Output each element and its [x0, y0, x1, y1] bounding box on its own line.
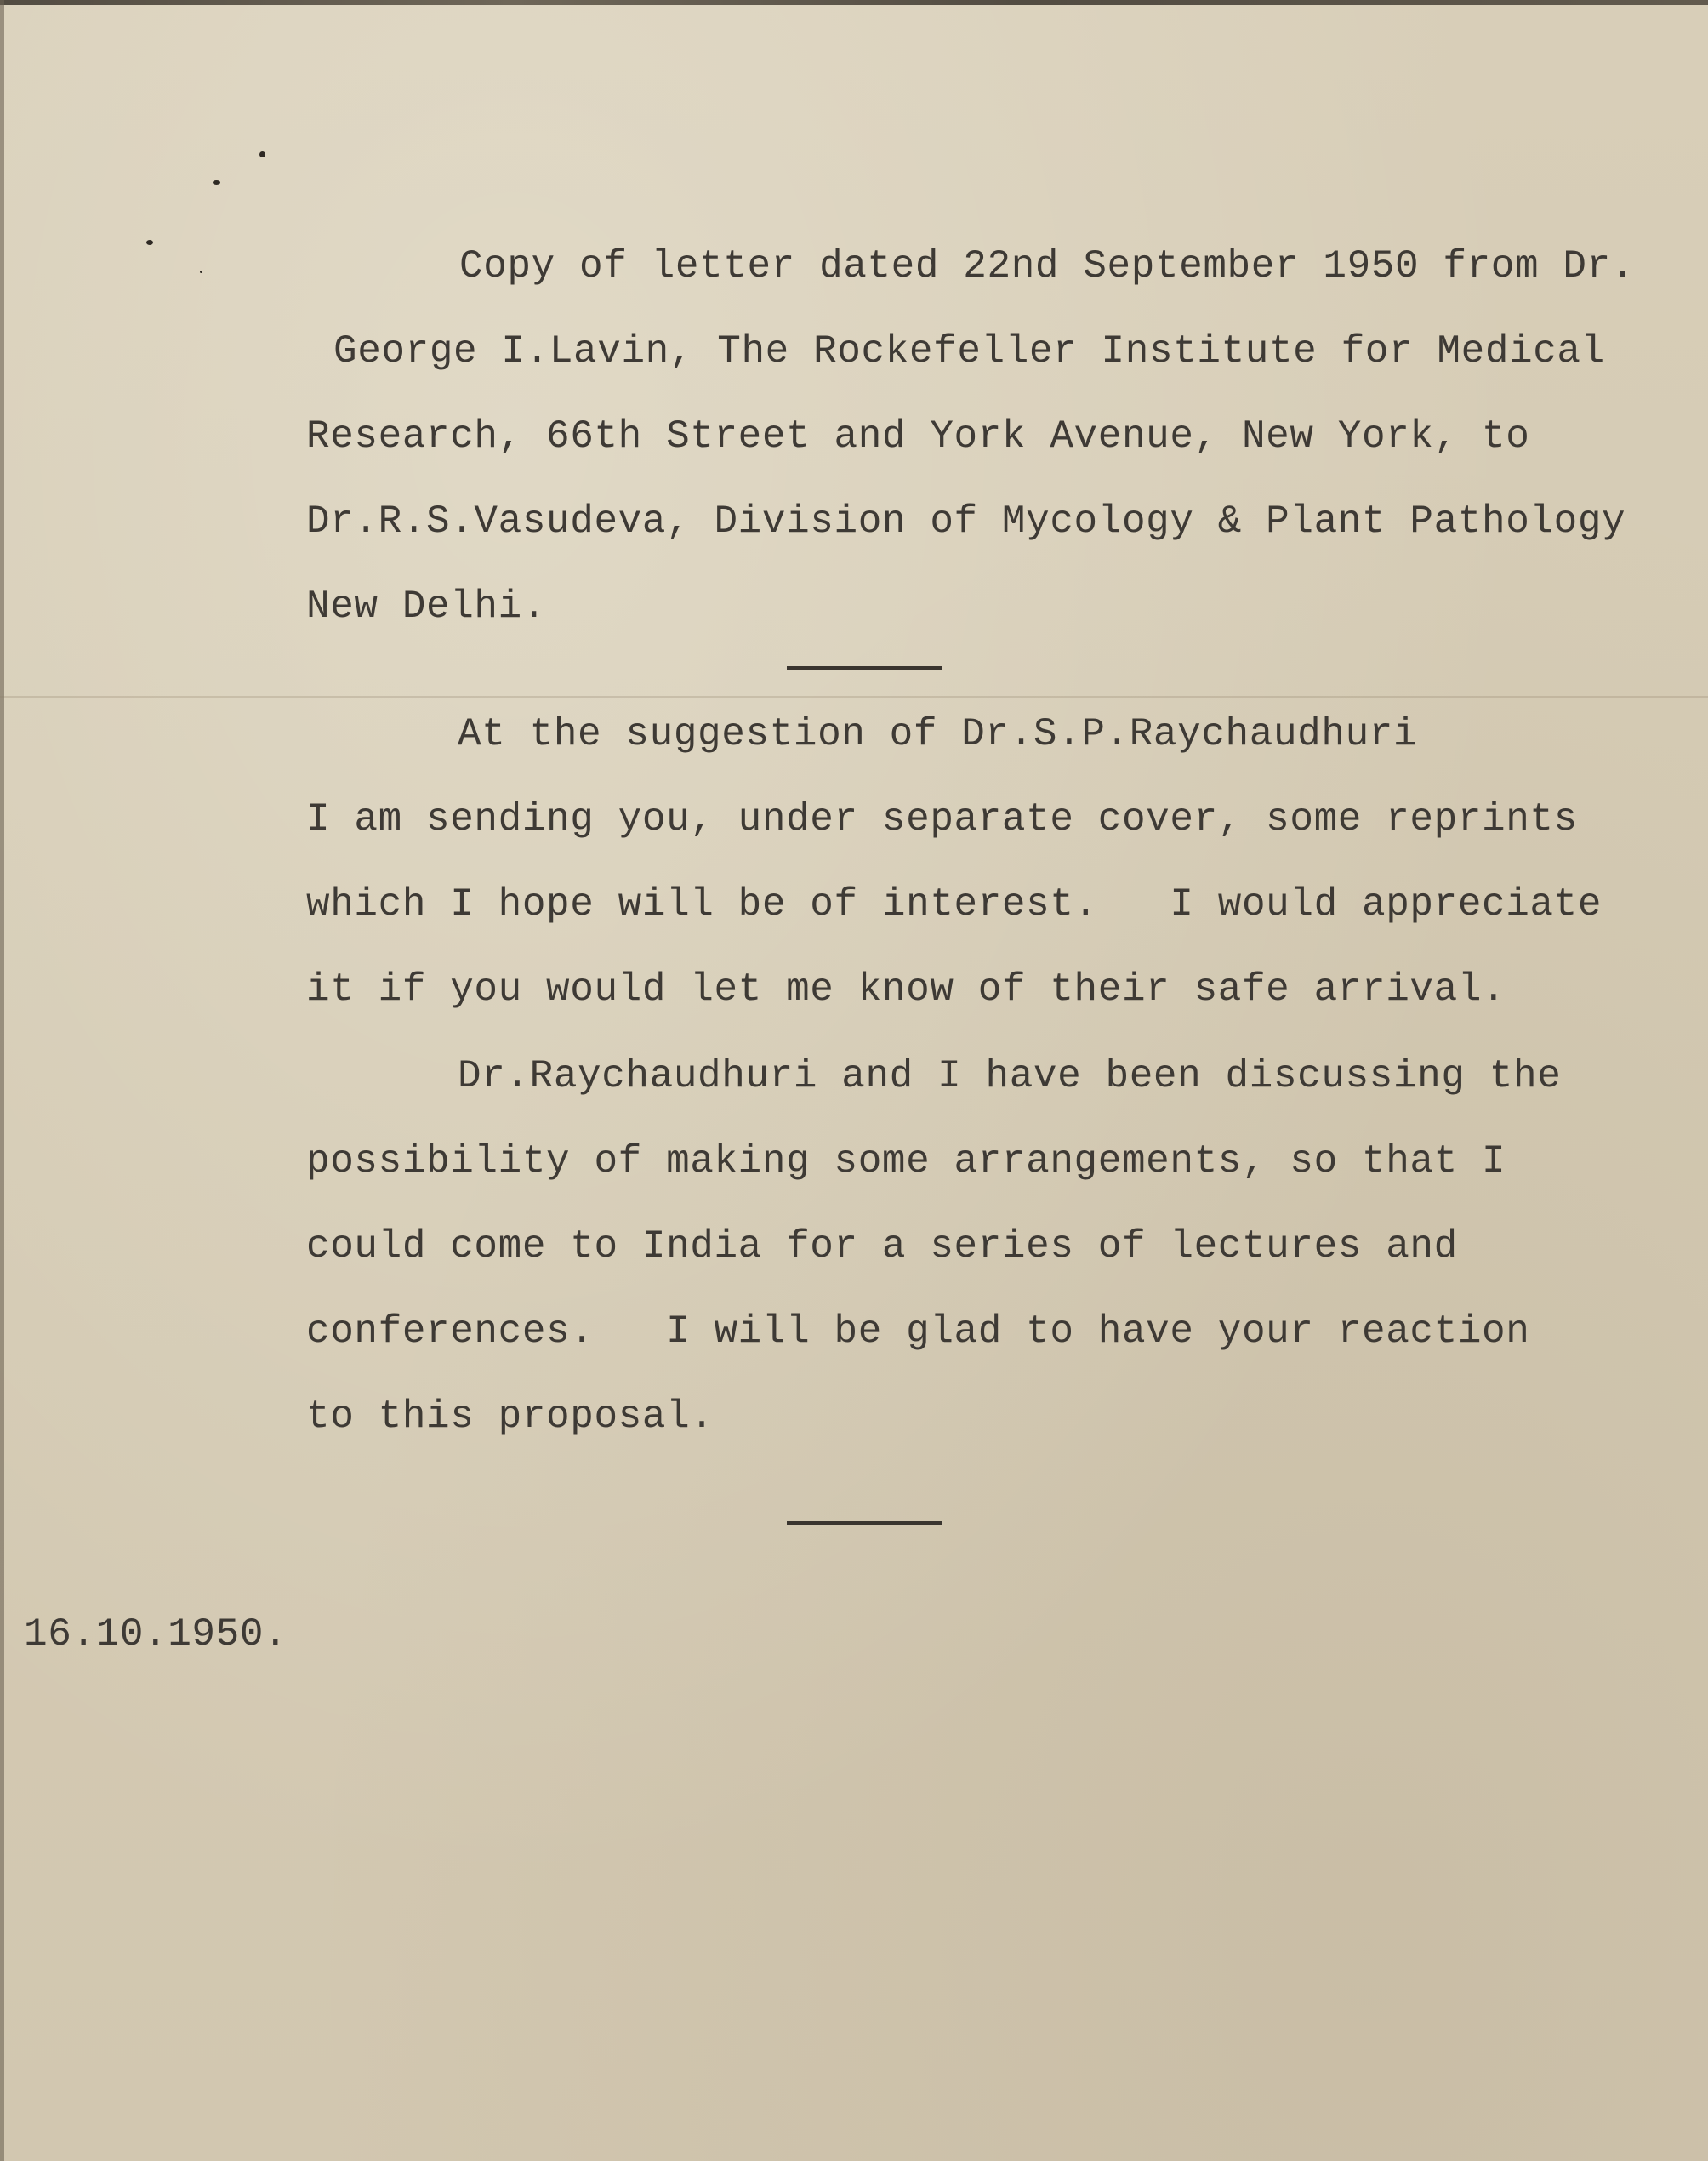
letter-date: 16.10.1950. [24, 1612, 288, 1656]
header-line: Dr.R.S.Vasudeva, Division of Mycology & Plant Pathology [306, 499, 1626, 544]
body-line: to this proposal. [306, 1394, 715, 1439]
ink-speck [200, 271, 202, 273]
body-line: conferences. I will be glad to have your reaction [306, 1309, 1530, 1354]
body-line: possibility of making some arrangements, so that I [306, 1139, 1506, 1183]
page-top-edge [0, 0, 1708, 5]
header-line: George I.Lavin, The Rockefeller Institute for Medical [333, 329, 1605, 373]
header-line: New Delhi. [306, 584, 547, 629]
ink-speck [213, 180, 220, 185]
body-line: I am sending you, under separate cover, some reprints [306, 797, 1578, 841]
body-line: which I hope will be of interest. I would appreciate [306, 882, 1603, 927]
body-line: it if you would let me know of their safe arrival. [306, 967, 1506, 1012]
separator-rule-top [787, 666, 942, 670]
page-left-edge [0, 0, 4, 2161]
body-line: could come to India for a series of lectures and [306, 1224, 1458, 1269]
separator-rule-bottom [787, 1521, 942, 1525]
ink-speck [259, 151, 265, 157]
body-line: Dr.Raychaudhuri and I have been discussing the [458, 1054, 1562, 1098]
header-line: Copy of letter dated 22nd September 1950 from Dr. [459, 244, 1636, 288]
paper-fold [0, 696, 1708, 698]
body-line: At the suggestion of Dr.S.P.Raychaudhuri [458, 712, 1418, 756]
header-line: Research, 66th Street and York Avenue, New York, to [306, 414, 1530, 459]
ink-speck [146, 240, 153, 245]
